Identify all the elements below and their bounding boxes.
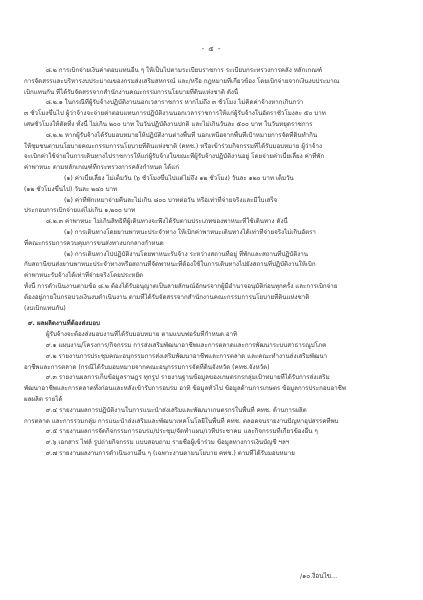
text-line: ผู้รับจ้างจะต้องส่งมอบงานที่ได้รับมอบหมาย ตามแบบฟอร์มที่กำหนด อาทิ [46,331,238,339]
text-line: (๑๒ ชั่วโมงขึ้นไป) วันละ ๒๔๐ บาท [24,185,118,193]
document-body [24,66,410,460]
text-line: ทั้งนี้ การดำเนินงานตามข้อ ๘.๒ ต้องได้รับอนุญาตเป็นลายลักษณ์อักษรจากผู้มีอำนาจอนุมัติก่อนทุกครั้ง และการเบิกจ่าย [24,282,338,290]
section-heading: ๙. ผลผลิตงานที่ต้องส่งมอบ [28,320,100,328]
text-line: ประกอบการเบิกจ่ายแต่ไม่เกิน ๑,๒๐๐ บาท [24,207,136,215]
text-line: ให้ชุมชนตามนโยบายคณะกรรมการนโยบายที่ดินแห่งชาติ (คทช.) หรือเข้าร่วมกิจกรรมที่ได้รับมอบหมาย ผู้ว่าจ้าง [24,142,323,150]
text-line: ต้องอยู่ภายในกรอบวงเงินงบดำเนินงาน ตามที่ได้รับจัดสรรจากสำนักงานคณะกรรมการนโยบายที่ดินแห่งชาติ [24,293,310,301]
text-line: จะเบิกค่าใช้จ่ายในการเดินทางไปราชการให้แก่ผู้รับจ้างในขณะที่ผู้รับจ้างปฏิบัติงานอยู่ โดยจ่ายค่าเบี้ยเลี้ยง ค่าที่พัก [24,153,325,161]
text-line: อาชีพและการตลาด (กรณีได้รับมอบหมายจากคณะอนุกรรมการจัดที่ดินจังหวัด (คทช.จังหวัด) [24,363,270,371]
text-line: ผลผลิต รายได้ [24,395,63,403]
text-line: (งบเบิกแทนกัน) [24,304,66,312]
text-line: ๙.๓ รายงานผลการเก็บข้อมูลราษฎร ทุกรูป รายงานฐานข้อมูลของเกษตรกรกลุ่มเป้าหมายที่ได้รับการส่งเสริม [46,374,330,382]
text-line: ๘.๒.๒ หากผู้รับจ้างได้รับมอบหมายให้ปฏิบัติงานต่างพื้นที่ นอกเหนือจากพื้นที่เป้าหมายการจัดที่ดินทำกิน [46,131,318,139]
text-line: การตลาด และการรวมกลุ่ม การแนะนำส่งเสริมและพัฒนาเทคโนโลยีในพื้นที่ คทช. ตลอดจนรายงานปัญหาอุปสรรคที่พบ [24,417,339,425]
text-line: ๘.๒.๑ ในกรณีที่ผู้รับจ้างปฏิบัติงานนอกเวลาราชการ หากไม่ถึง ๓ ชั่วโมง ไม่คิดค่าจ้างหากเกินกว่า [46,99,304,107]
continuation-marker: /๑๐.งื่อนไข... [300,572,338,580]
text-line: (๒) ค่าที่พักเหมาจ่ายคืนละไม่เกิน ๘๐๐ บาทต่อวัน หรือเท่าที่จ่ายจริงและมีใบเสร็จ [64,196,278,204]
text-line: ๙.๑ แผนงาน/โครงการ/กิจกรรม การส่งเสริมพัฒนาอาชีพและการตลาดและการพัฒนาระบบสาธารณูปโภค [46,341,327,349]
text-line: เศษชั่วโมงให้ตัดทิ้ง ทั้งนี้ ไม่เกิน ๒๐๐ บาท ในวันปฏิบัติงานปกติ และไม่เกินวันละ ๕๐๐ บาท ในวันหยุดราชการ [24,120,313,128]
text-line: เบิกแทนกัน ที่ได้รับจัดสรรจากสำนักงานคณะกรรมการนโยบายที่ดินแห่งชาติ ดังนี้ [24,88,239,96]
text-line: ๙.๒ รายงานการประชุมคณะอนุกรรมการส่งเสริมพัฒนาอาชีพและการตลาด และคณะทำงานส่งเสริมพัฒนา [46,352,328,360]
text-line: ๓ ชั่วโมงขึ้นไป ผู้ว่าจ้างจะจ่ายค่าตอบแทนการปฏิบัติงานนอกเวลาราชการให้แก่ผู้รับจ้างในอัตราชั่วโมงละ ๕๐ บาท [24,110,326,118]
text-line: ๘.๒.๓ ค่าพาหนะ ไม่เกินสิทธิที่ผู้เดินทางจะพึงได้รับตามประเภทของพาหนะที่ใช้เดินทาง ดังนี้ [46,218,288,226]
text-line: พัฒนาอาชีพและการตลาดทั้งก่อนและหลังเข้ารับการอบรม อาทิ ข้อมูลทั่วไป ข้อมูลด้านการเกษตร ข้อมูลการประกอบอาชีพ [24,385,346,393]
text-line: ๙.๗ รายงานผลงานการดำเนินงานอื่น ๆ (เฉพาะงานตามนโยบาย คทช.) ตามที่ได้รับมอบหมาย [46,449,295,457]
text-line: ค่าพาหนะ ตามหลักเกณฑ์ที่กระทรวงการคลังกำหนด ได้แก่ [24,164,179,172]
text-line: (๑) การเดินทางโดยยานพาหนะประจำทาง ให้เบิกค่าพาหนะเดินทางได้เท่าที่จ่ายจริงไม่เกินอัตรา [64,228,316,236]
text-line: กับสถานีขนส่งยานพาหนะประจำทางหรือสถานที่จัดพาหนะที่ต้องใช้ในการเดินทางไปยังสถานที่ปฏิบัติงานให้เบิก [24,261,316,269]
text-line: ๙.๖ เอกสาร ไฟล์ รูปถ่ายกิจกรรม แบบสอบถาม รายชื่อผู้เข้าร่วม ข้อมูลทางการเงินบัญชี ฯลฯ [46,439,290,447]
text-line: การจัดสรรและบริหารงบประมาณของกรมส่งเสริมสหกรณ์ และ/หรือ กฎหมายที่เกี่ยวข้อง โดยเบิกจ่ายจากเงินงบประมาณ [24,77,340,85]
page-number: - ๕ - [201,45,222,53]
text-line: (๑) ค่าเบี้ยเลี้ยง ไม่เต็มวัน (๖ ชั่วโมงขึ้นไปแต่ไม่ถึง ๑๒ ชั่วโมง) วันละ ๑๒๐ บาท เต็มวัน [64,174,294,182]
text-line: ที่คณะกรรมการควบคุมการขนส่งทางบกกลางกำหนด [24,239,164,247]
text-line: (๒) การเดินทางไปปฏิบัติงานโดยพาหนะรับจ้าง ระหว่างสถานที่อยู่ ที่พักและสถานที่ปฏิบัติงาน [64,250,309,258]
text-line: ๙.๔ รายงานผลการปฏิบัติงานในการแนะนำส่งเสริมและพัฒนาเกษตรกรในพื้นที่ คทช. ด้านการผลิต [46,406,307,414]
text-line: ๙.๕ รายงานผลการจัดกิจกรรมการอบรม/ประชุม/จัดทำแผน/เวทีประชาคม และกิจกรรมที่เกี่ยวข้องอื่น ๆ [46,428,318,436]
text-line: ๘.๒ การเบิกจ่ายเงินค่าตอบแทนอื่น ๆ ให้เป็นไปตามระเบียบราชการ ระเบียบกระทรวงการคลัง หลักเกณฑ์ [46,67,323,74]
text-line: ค่าพาหนะรับจ้างได้เท่าที่จ่ายจริงโดยประหยัด [24,272,144,280]
